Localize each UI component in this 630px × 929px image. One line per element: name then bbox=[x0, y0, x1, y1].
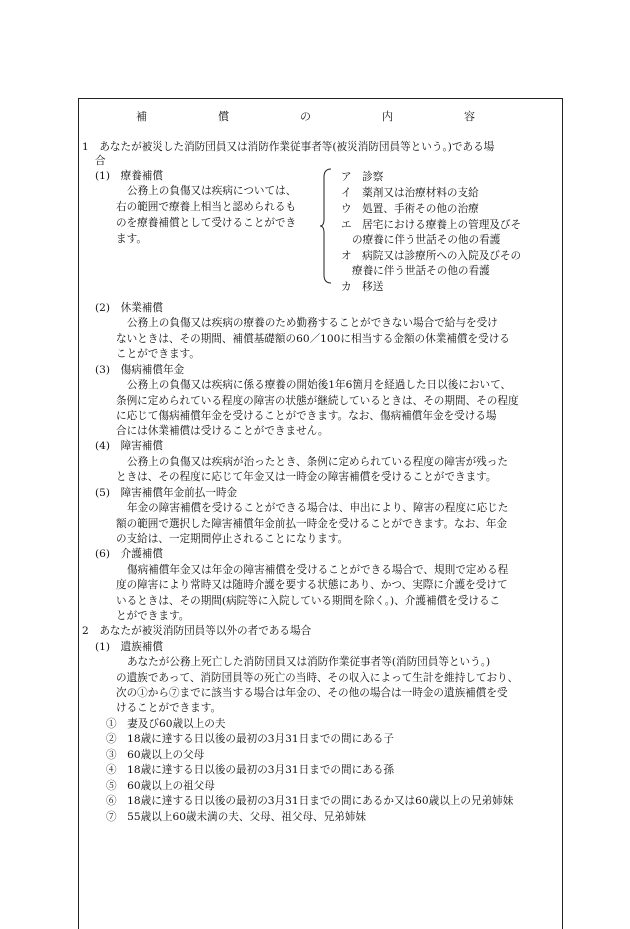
bereaved-list-item: ⑥ 18歳に達する日以後の最初の3月31日までの間にあるか又は60歳以上の兄弟姉妹 bbox=[106, 795, 514, 807]
item-1-2-label: (2) 休業補償 bbox=[95, 302, 163, 314]
item-1-1-body-line: のを療養補償として受けることができ bbox=[116, 217, 297, 229]
item-1-6-body-line: 傷病補償年金又は年金の障害補償を受けることができる場合で、規則で定める程 bbox=[127, 564, 509, 576]
item-1-3-body-line: に応じて傷病補償年金を受けることができます。なお、傷病補償年金を受ける場 bbox=[116, 410, 497, 422]
item-2-1-label: (1) 遺族補償 bbox=[95, 641, 163, 653]
page-title: 補 償 の 内 容 bbox=[136, 110, 505, 123]
section-2-heading: 2 あなたが被災消防団員等以外の者である場合 bbox=[82, 625, 312, 637]
item-1-6-body-line: いるときは、その期間(病院等に入院している期間を除く。)、介護補償を受けるこ bbox=[116, 595, 501, 607]
section-1-heading-cont: 合 bbox=[95, 155, 106, 167]
bereaved-list-item: ⑦ 55歳以上60歳未満の夫、父母、祖父母、兄弟姉妹 bbox=[106, 811, 367, 823]
item-1-1-label: (1) 療養補償 bbox=[95, 170, 163, 182]
item-1-3-body-line: 条例に定められている程度の障害の状態が継続しているときは、その期間、その程度 bbox=[116, 395, 519, 407]
curly-brace-icon bbox=[319, 167, 333, 285]
item-1-3-body-line: 公務上の負傷又は疾病に係る療養の開始後1年6箇月を経過した日以後において、 bbox=[127, 379, 512, 391]
item-1-6-body-line: とができます。 bbox=[116, 610, 190, 622]
item-1-5-body-line: 年金の障害補償を受けることができる場合は、申出により、障害の程度に応じた bbox=[127, 502, 509, 514]
care-list-item: オ 病院又は診療所への入院及びその bbox=[341, 250, 522, 262]
item-2-1-body-line: あなたが公務上死亡した消防団員又は消防作業従事者等(消防団員等という。) bbox=[127, 656, 491, 668]
item-1-2-body-line: 公務上の負傷又は疾病の療養のため勤務することができない場合で給与を受け bbox=[127, 317, 498, 329]
item-1-6-label: (6) 介護補償 bbox=[95, 548, 163, 560]
item-1-5-body-line: 額の範囲で選択した障害補償年金前払一時金を受けることができます。なお、年金 bbox=[116, 518, 508, 530]
item-1-2-body-line: ないときは、その期間、補償基礎額の60／100に相当する金額の休業補償を受ける bbox=[116, 333, 510, 345]
item-1-5-label: (5) 障害補償年金前払一時金 bbox=[95, 487, 238, 499]
item-1-1-body-line: 右の範囲で療養上相当と認められるも bbox=[116, 201, 297, 213]
item-1-2-body-line: ことができます。 bbox=[116, 348, 200, 360]
item-1-3-body-line: 合には休業補償は受けることができません。 bbox=[116, 425, 329, 437]
care-list-item: 療養に伴う世話その他の看護 bbox=[352, 265, 490, 277]
item-1-4-label: (4) 障害補償 bbox=[95, 440, 163, 452]
care-list-item: の療養に伴う世話その他の看護 bbox=[352, 234, 501, 246]
item-2-1-body-line: けることができます。 bbox=[116, 702, 222, 714]
care-list-item: ア 診察 bbox=[341, 171, 384, 183]
bereaved-list-item: ③ 60歳以上の父母 bbox=[106, 749, 205, 761]
item-1-1-body-line: 公務上の負傷又は疾病については、 bbox=[127, 185, 297, 197]
item-1-4-body-line: 公務上の負傷又は疾病が治ったとき、条例に定められている程度の障害が残った bbox=[127, 456, 508, 468]
item-1-1-body-line: ます。 bbox=[116, 233, 147, 245]
bereaved-list-item: ⑤ 60歳以上の祖父母 bbox=[106, 780, 215, 792]
care-list-item: カ 移送 bbox=[341, 281, 384, 293]
care-list-item: ウ 処置、手術その他の治療 bbox=[341, 203, 479, 215]
item-1-3-label: (3) 傷病補償年金 bbox=[95, 364, 185, 376]
item-1-6-body-line: 度の障害により常時又は随時介護を要する状態にあり、かつ、実際に介護を受けて bbox=[116, 579, 508, 591]
item-2-1-body-line: の遺族であって、消防団員等の死亡の当時、その収入によって生計を維持しており、 bbox=[116, 672, 519, 684]
bereaved-list-item: ② 18歳に達する日以後の最初の3月31日までの間にある子 bbox=[106, 733, 394, 745]
item-1-4-body-line: ときは、その程度に応じて年金又は一時金の障害補償を受けることができます。 bbox=[116, 471, 497, 483]
bereaved-list-item: ④ 18歳に達する日以後の最初の3月31日までの間にある孫 bbox=[106, 764, 394, 776]
bereaved-list-item: ① 妻及び60歳以上の夫 bbox=[106, 718, 226, 730]
section-1-heading: 1 あなたが被災した消防団員又は消防作業従事者等(被災消防団員等という。)である場 bbox=[82, 141, 495, 153]
care-list-item: エ 居宅における療養上の管理及びそ bbox=[341, 219, 522, 231]
item-2-1-body-line: 次の①から⑦までに該当する場合は年金の、その他の場合は一時金の遺族補償を受 bbox=[116, 687, 508, 699]
care-list-item: イ 薬剤又は治療材料の支給 bbox=[341, 187, 479, 199]
item-1-5-body-line: の支給は、一定期間停止されることになります。 bbox=[116, 533, 349, 545]
